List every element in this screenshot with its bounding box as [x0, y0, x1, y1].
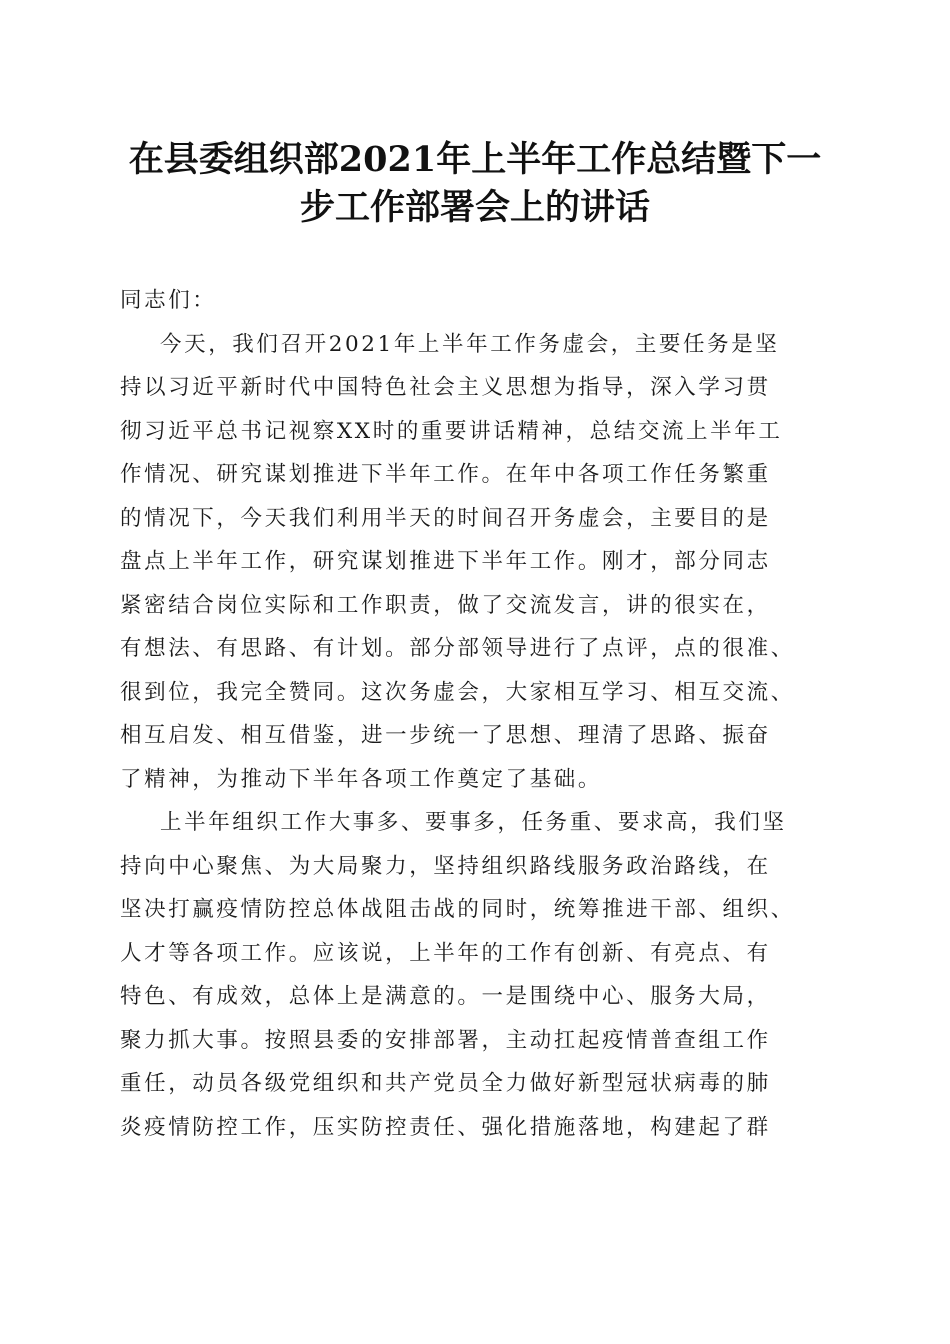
paragraph-line: 了精神，为推动下半年各项工作奠定了基础。: [120, 766, 603, 792]
paragraph-line: 作情况、研究谋划推进下半年工作。在年中各项工作任务繁重: [120, 462, 771, 487]
paragraph-line: 的情况下，今天我们利用半天的时间召开务虚会，主要目的是: [120, 505, 771, 531]
paragraph-line: 紧密结合岗位实际和工作职责，做了交流发言，讲的很实在，: [120, 592, 771, 618]
paragraph-line: 很到位，我完全赞同。这次务虚会，大家相互学习、相互交流、: [120, 679, 795, 705]
paragraph-line: 人才等各项工作。应该说，上半年的工作有创新、有亮点、有: [120, 940, 771, 966]
paragraph-line: 特色、有成效，总体上是满意的。一是围绕中心、服务大局，: [120, 984, 771, 1009]
paragraph-line: 聚力抓大事。按照县委的安排部署，主动扛起疫情普查组工作: [120, 1027, 771, 1053]
paragraph-2: [120, 801, 840, 1149]
paragraph-1: [120, 323, 840, 802]
title-line-2: 步工作部署会上的讲话: [299, 187, 650, 228]
paragraph-line: 炎疫情防控工作，压实防控责任、强化措施落地，构建起了群: [120, 1114, 771, 1140]
paragraph-line: 坚决打赢疫情防控总体战阻击战的同时，统筹推进干部、组织、: [120, 897, 795, 922]
document-title: [100, 136, 850, 232]
paragraph-line: 持以习近平新时代中国特色社会主义思想为指导，深入学习贯: [120, 375, 771, 400]
paragraph-line: 上半年组织工作大事多、要事多，任务重、要求高，我们坚: [160, 810, 787, 835]
title-line-1: 在县委组织部2021年上半年工作总结暨下一: [128, 139, 822, 180]
paragraph-line: 重任，动员各级党组织和共产党员全力做好新型冠状病毒的肺: [120, 1071, 771, 1096]
paragraph-line: 今天，我们召开2021年上半年工作务虚会，主要任务是坚: [160, 331, 780, 357]
paragraph-line: 彻习近平总书记视察XX时的重要讲话精神，总结交流上半年工: [120, 418, 783, 444]
document-body: [120, 279, 840, 1149]
paragraph-line: 持向中心聚焦、为大局聚力，坚持组织路线服务政治路线，在: [120, 853, 771, 879]
salutation: 同志们：: [120, 288, 217, 313]
paragraph-line: 有想法、有思路、有计划。部分部领导进行了点评，点的很准、: [120, 636, 795, 661]
paragraph-line: 盘点上半年工作，研究谋划推进下半年工作。刚才，部分同志: [120, 549, 771, 574]
paragraph-line: 相互启发、相互借鉴，进一步统一了思想、理清了思路、振奋: [120, 723, 771, 748]
